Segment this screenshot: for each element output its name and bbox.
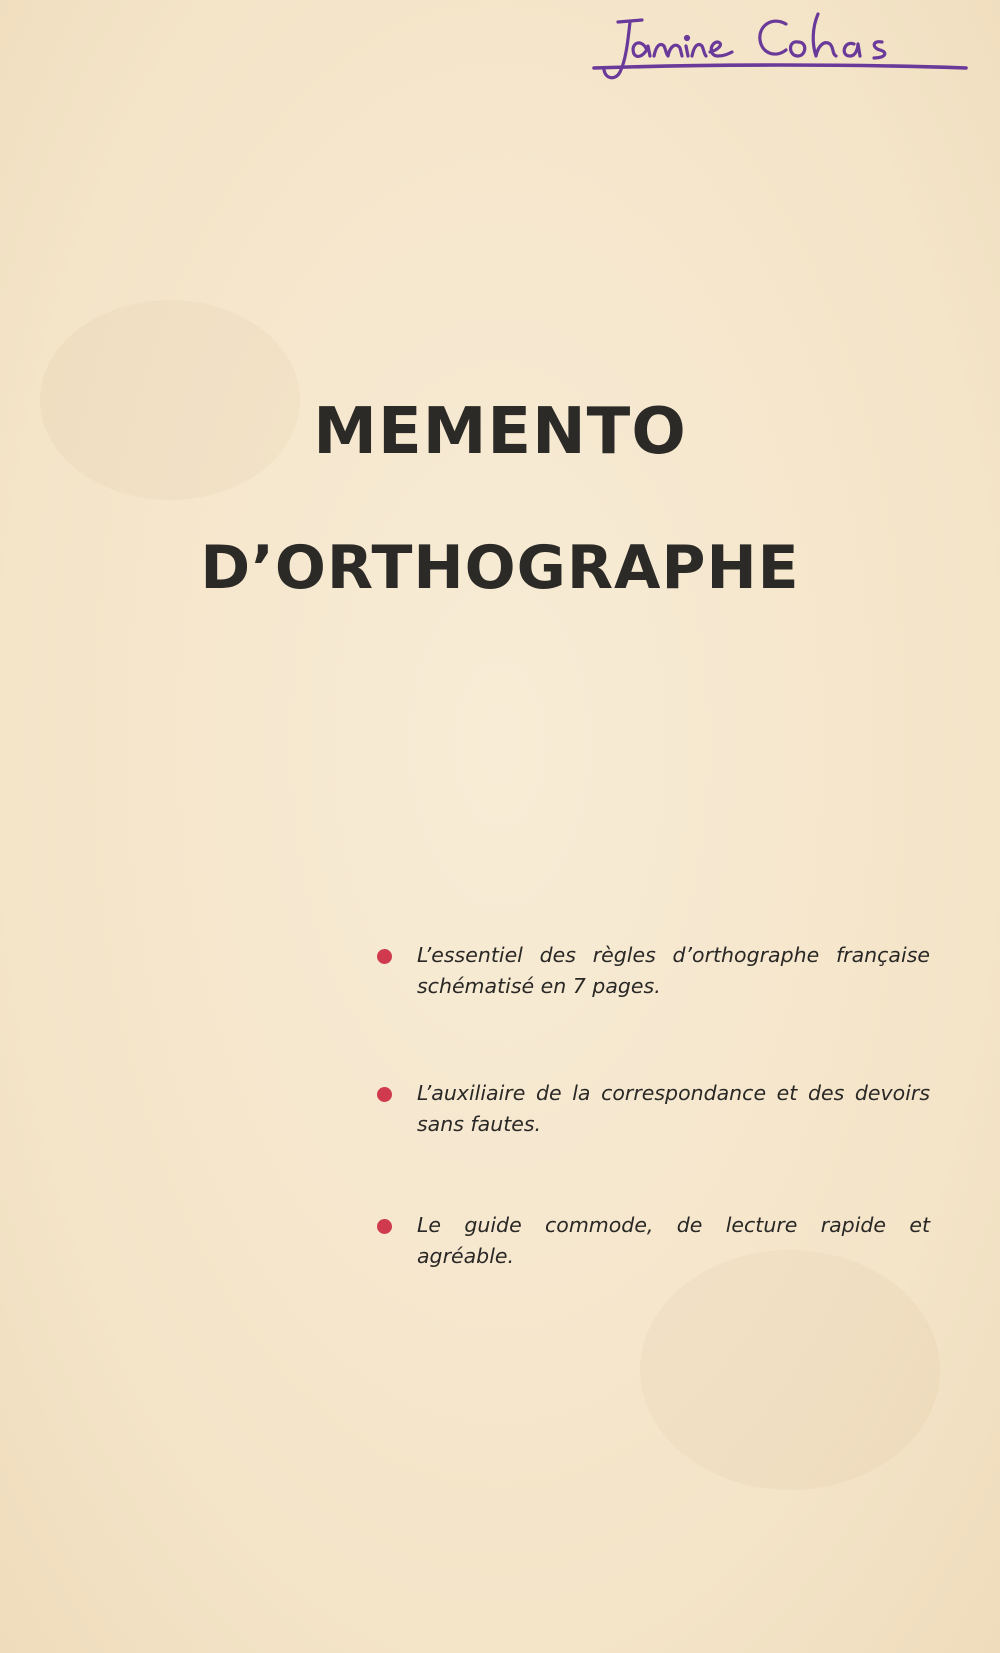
feature-list bbox=[375, 940, 930, 1272]
list-item-text: L’auxiliaire de la correspondance et des devoirs sans fautes. bbox=[417, 1081, 930, 1136]
red-bullet-icon bbox=[377, 949, 392, 964]
title-line-2: D’ORTHOGRAPHE bbox=[200, 533, 800, 603]
paper-stain bbox=[640, 1250, 940, 1490]
list-item bbox=[375, 1078, 930, 1140]
handwritten-signature bbox=[590, 0, 970, 90]
list-item-text: Le guide commode, de lecture rapide et agréable. bbox=[417, 1213, 930, 1268]
list-item-text: L’essentiel des règles d’orthographe française schématisé en 7 pages. bbox=[417, 943, 930, 998]
list-item bbox=[375, 1210, 930, 1272]
red-bullet-icon bbox=[377, 1087, 392, 1102]
list-item bbox=[375, 940, 930, 1002]
title-line-1: MEMENTO bbox=[313, 395, 687, 469]
red-bullet-icon bbox=[377, 1219, 392, 1234]
